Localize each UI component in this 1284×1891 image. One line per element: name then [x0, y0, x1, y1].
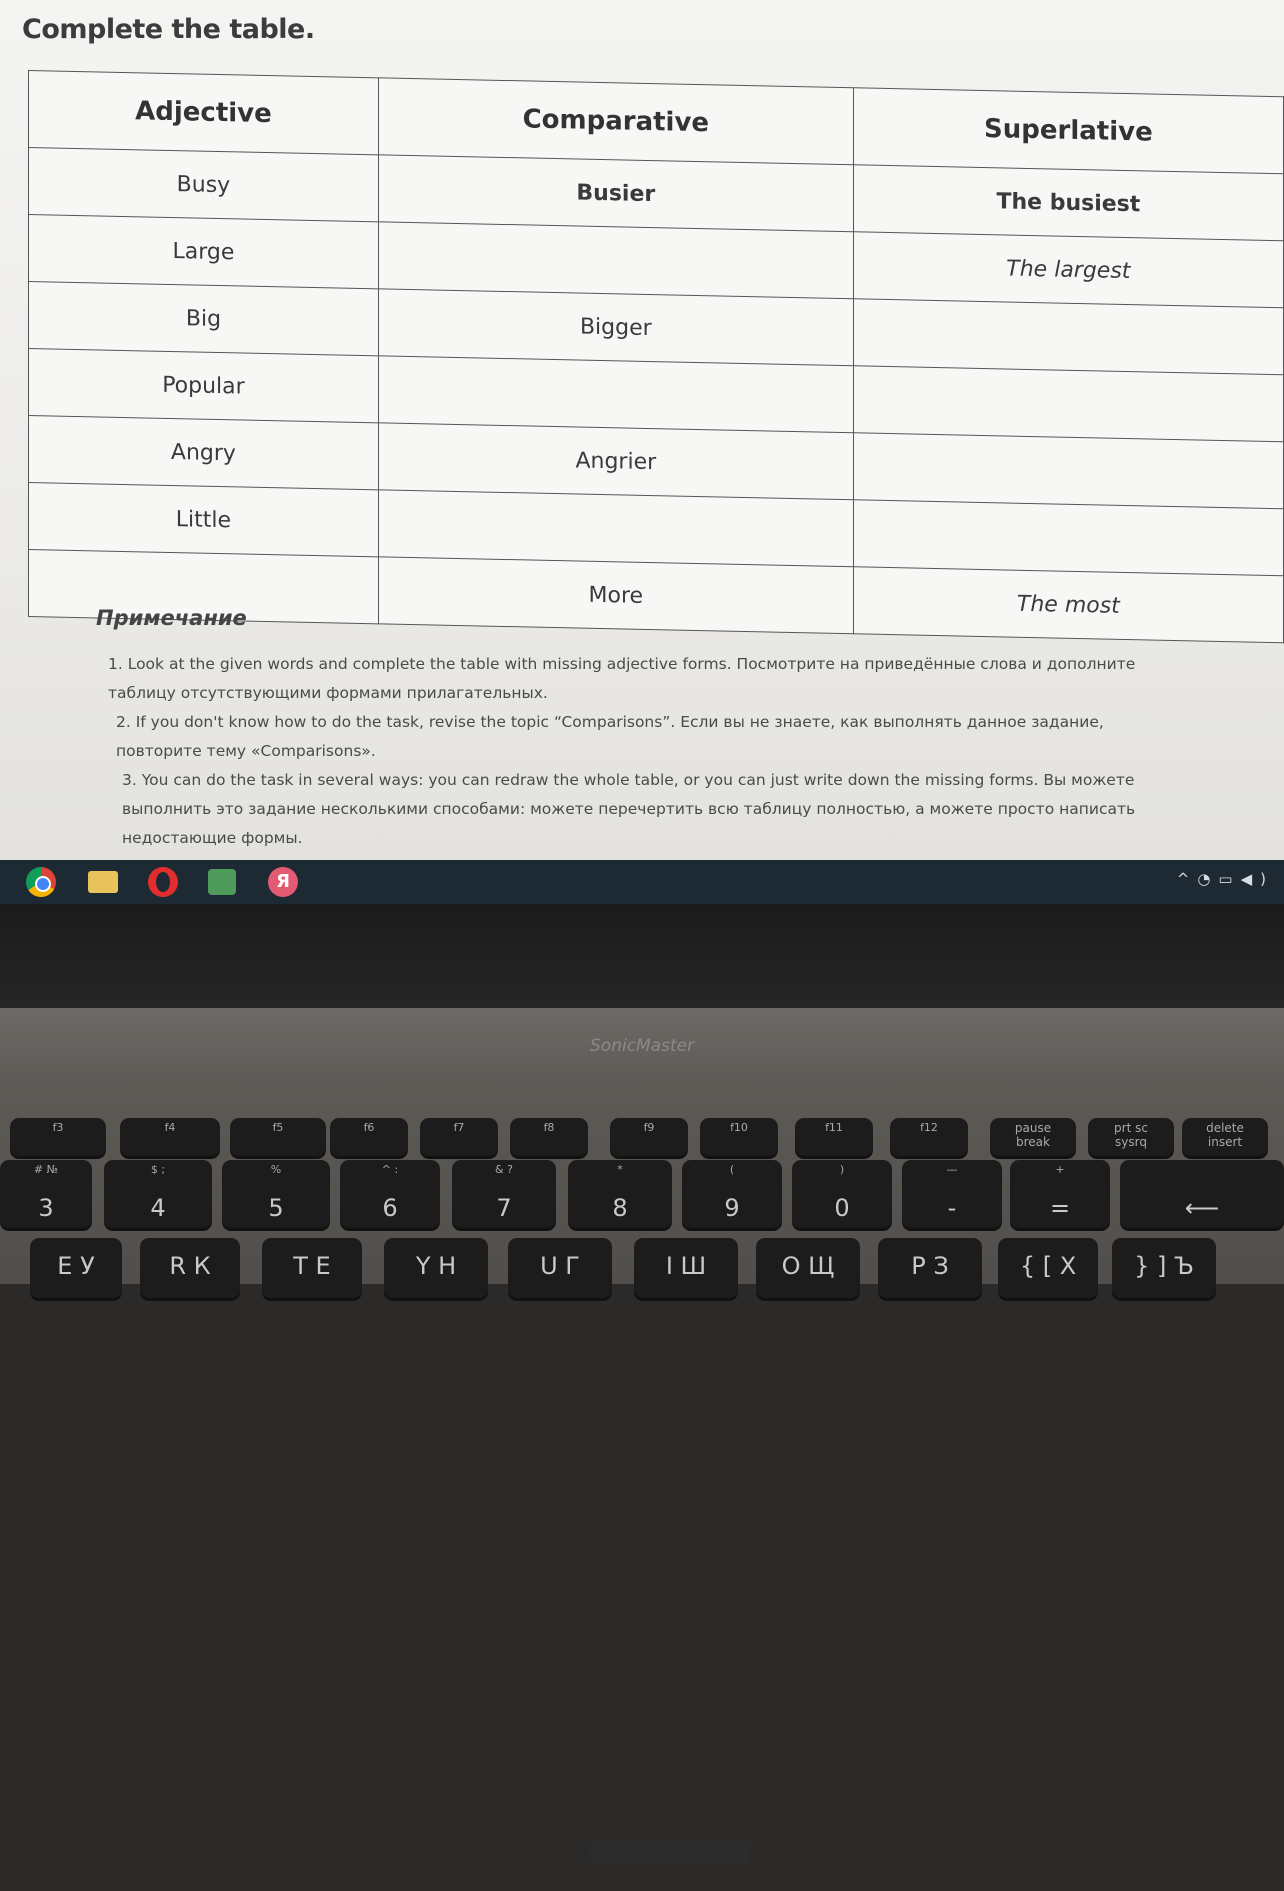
key-6[interactable]: ^ : 6 [340, 1160, 440, 1228]
comparative-cell: Angrier [378, 423, 853, 500]
key-r[interactable]: R К [140, 1238, 240, 1298]
photographed-screen [0, 0, 1284, 860]
key-i[interactable]: I Ш [634, 1238, 738, 1298]
f10-key[interactable]: f10 [700, 1118, 778, 1156]
asus-logo-icon [590, 1830, 760, 1880]
chrome-icon[interactable] [26, 867, 56, 897]
package-icon[interactable] [208, 869, 236, 895]
key-u[interactable]: U Г [508, 1238, 612, 1298]
yandex-icon[interactable]: Я [268, 867, 298, 897]
backspace-key[interactable] [1120, 1160, 1284, 1228]
comparative-cell: More [378, 557, 853, 634]
header-comparative: Comparative [378, 78, 853, 165]
superlative-cell: The busiest [853, 165, 1283, 241]
key-minus[interactable]: — - [902, 1160, 1002, 1228]
volume-icon[interactable]: ◀) [1240, 870, 1274, 888]
note-item: 3. You can do the task in several ways: you can redraw the whole table, or you can just write down the missing forms. Вы можете выполнить это задание несколькими способами: можете перечертить всю таблицу полностью, а можете просто написать недостающие формы. [122, 771, 1136, 847]
note-item: 2. If you don't know how to do the task, revise the topic “Comparisons”. Если вы не знаете, как выполнять данное задание, повторите тему «Comparisons». [116, 713, 1104, 760]
page-title: Complete the table. [22, 14, 315, 45]
superlative-cell [853, 433, 1283, 509]
superlative-cell [853, 500, 1283, 576]
header-superlative: Superlative [853, 88, 1283, 174]
adjective-cell: Little [29, 483, 379, 557]
key-3[interactable]: # № 3 [0, 1160, 92, 1228]
laptop-bezel [0, 904, 1284, 1008]
f12-key[interactable]: f12 [890, 1118, 968, 1156]
adjective-cell: Popular [29, 349, 379, 423]
battery-icon[interactable]: ▭ [1218, 870, 1241, 888]
key-0[interactable]: ) 0 [792, 1160, 892, 1228]
f5-key[interactable]: f5 [230, 1118, 326, 1156]
key-y[interactable]: Y Н [384, 1238, 488, 1298]
comparative-cell [378, 490, 853, 567]
comparative-cell: Bigger [378, 289, 853, 366]
f4-key[interactable]: f4 [120, 1118, 220, 1156]
folder-icon[interactable] [88, 871, 118, 893]
key-5[interactable]: % 5 [222, 1160, 330, 1228]
network-icon[interactable]: ◔ [1197, 870, 1219, 888]
key-p[interactable]: P З [878, 1238, 982, 1298]
comparative-cell [378, 222, 853, 299]
f7-key[interactable]: f7 [420, 1118, 498, 1156]
f11-key[interactable]: f11 [795, 1118, 873, 1156]
note-item: 1. Look at the given words and complete the table with missing adjective forms. Посмотрите на приведённые слова и дополните таблицу отсутствующими формами прилагательных. [108, 655, 1136, 702]
key-bracket-close[interactable]: } ] Ъ [1112, 1238, 1216, 1298]
key-e[interactable]: E У [30, 1238, 122, 1298]
chevron-up-icon[interactable]: ^ [1176, 870, 1198, 888]
key-9[interactable]: ( 9 [682, 1160, 782, 1228]
brand-subtitle: SonicMaster [590, 1036, 695, 1056]
adjective-cell: Large [29, 215, 379, 289]
key-4[interactable]: $ ; 4 [104, 1160, 212, 1228]
f6-key[interactable]: f6 [330, 1118, 408, 1156]
key-t[interactable]: T Е [262, 1238, 362, 1298]
comparative-cell: Busier [378, 155, 853, 232]
adjective-cell: Big [29, 282, 379, 356]
adjective-forms-table [28, 70, 1284, 643]
superlative-cell: The largest [853, 232, 1283, 308]
f3-key[interactable]: f3 [10, 1118, 106, 1156]
print-screen-key[interactable]: prt sc sysrq [1088, 1118, 1174, 1156]
key-8[interactable]: * 8 [568, 1160, 672, 1228]
key-equals[interactable]: + = [1010, 1160, 1110, 1228]
brand-logo [590, 1830, 760, 1891]
superlative-cell [853, 366, 1283, 442]
adjective-cell: Angry [29, 416, 379, 490]
key-7[interactable]: & ? 7 [452, 1160, 556, 1228]
pause-break-key[interactable]: pause break [990, 1118, 1076, 1156]
f8-key[interactable]: f8 [510, 1118, 588, 1156]
notes-heading: Примечание [96, 606, 247, 630]
delete-key[interactable]: delete insert [1182, 1118, 1268, 1156]
superlative-cell: The most [853, 567, 1283, 643]
forms-table-wrapper [28, 70, 1284, 636]
key-o[interactable]: O Щ [756, 1238, 860, 1298]
adjective-cell: Busy [29, 148, 379, 222]
header-adjective: Adjective [29, 71, 379, 155]
arrow-left-icon: ⟵ [1184, 1194, 1220, 1222]
f9-key[interactable]: f9 [610, 1118, 688, 1156]
system-tray[interactable] [1177, 870, 1274, 888]
comparative-cell [378, 356, 853, 433]
windows-taskbar [0, 860, 1284, 904]
opera-icon[interactable] [148, 867, 178, 897]
laptop-deck [0, 1008, 1284, 1284]
key-bracket-open[interactable]: { [ Х [998, 1238, 1098, 1298]
superlative-cell [853, 299, 1283, 375]
